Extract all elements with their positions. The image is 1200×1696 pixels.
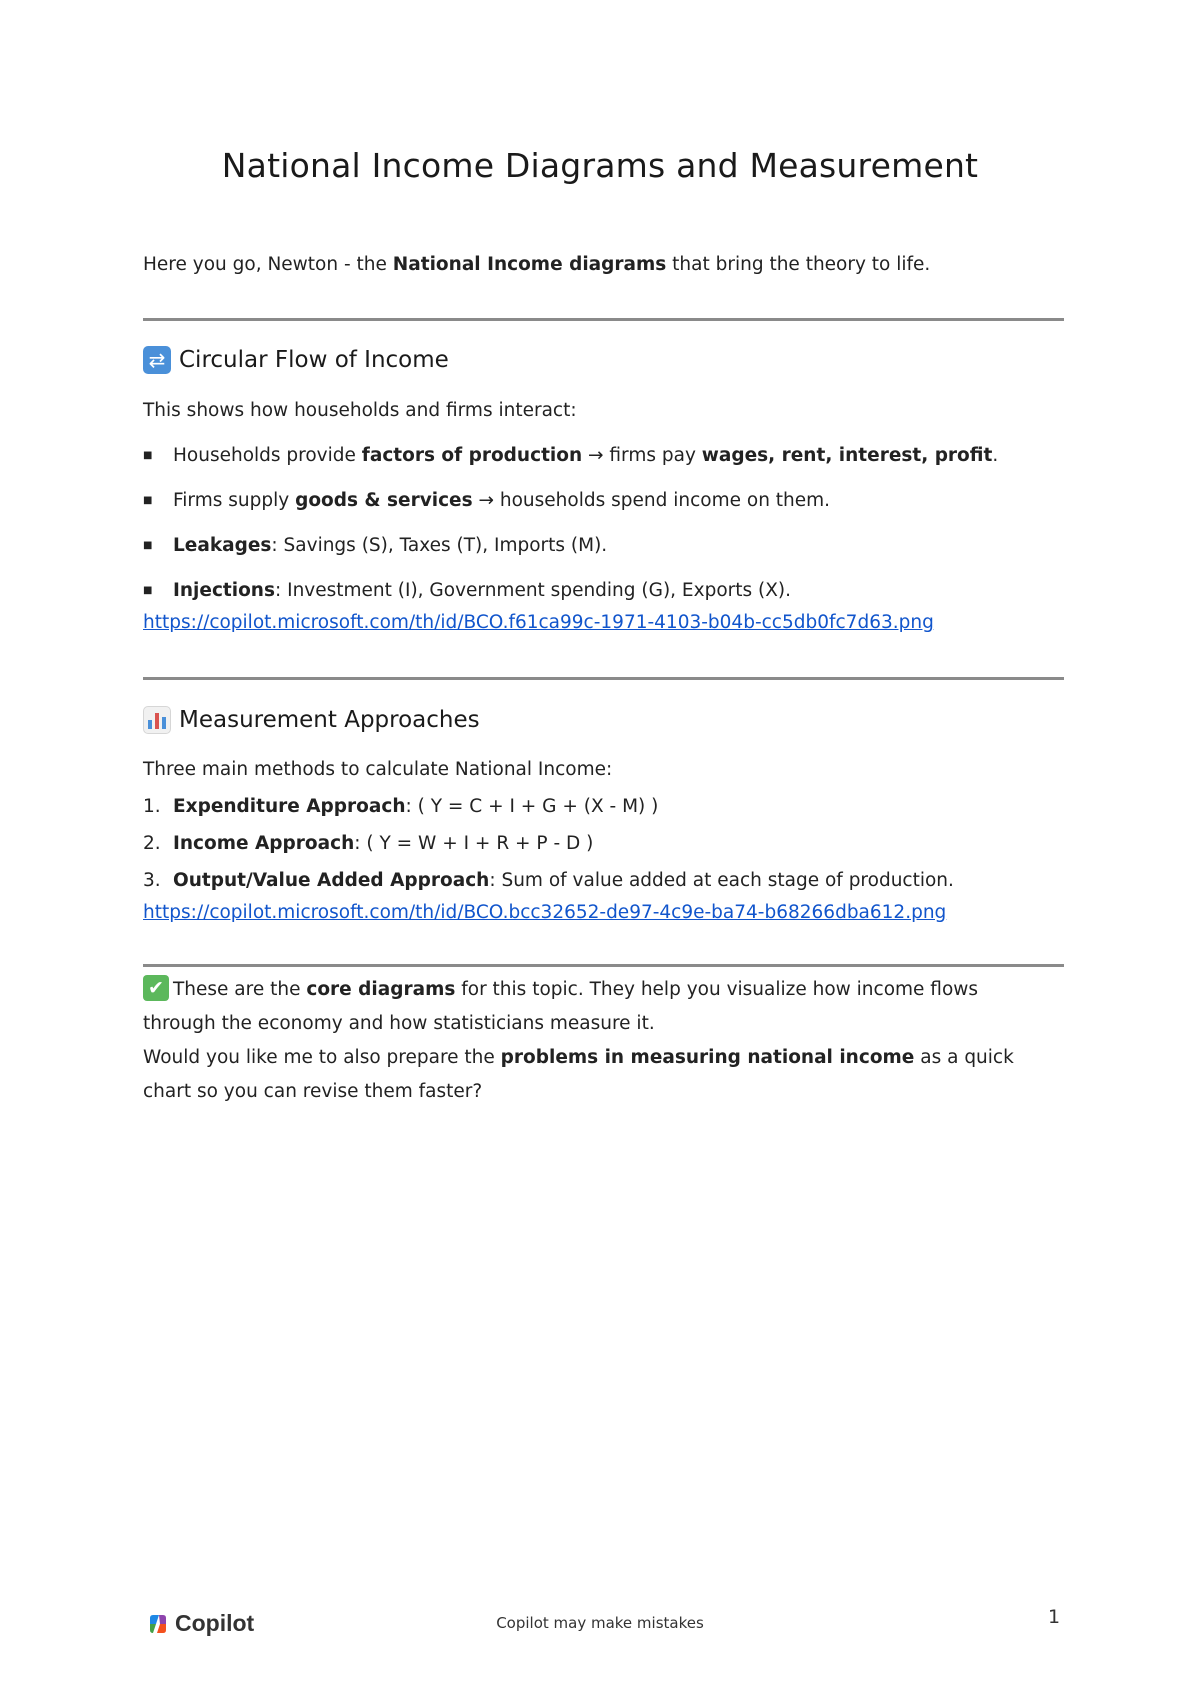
bullet-marker: ■ <box>143 540 153 551</box>
list-item: 2. Income Approach: ( Y = W + I + R + P - D ) <box>143 833 594 854</box>
section-heading-circular-flow: ⇄ Circular Flow of Income <box>143 346 449 374</box>
divider <box>143 964 1064 967</box>
section-heading-measurement: Measurement Approaches <box>143 706 480 734</box>
section1-lead: This shows how households and firms interact: <box>143 400 577 421</box>
measurement-diagram-link[interactable]: https://copilot.microsoft.com/th/id/BCO.bcc32652-de97-4c9e-ba74-b68266dba612.png <box>143 902 947 923</box>
counterclockwise-arrows-icon <box>143 346 171 374</box>
bullet-marker: ■ <box>143 450 153 461</box>
bullet-marker: ■ <box>143 585 153 596</box>
closing-line-4: chart so you can revise them faster? <box>143 1081 483 1102</box>
document-title: National Income Diagrams and Measurement <box>221 146 979 185</box>
list-item: 1. Expenditure Approach: ( Y = C + I + G + (X - M) ) <box>143 796 659 817</box>
divider <box>143 318 1064 321</box>
list-item: ■ Households provide factors of production → firms pay wages, rent, interest, profit. <box>143 443 998 469</box>
page-number: 1 <box>1048 1606 1061 1628</box>
copilot-logo: Copilot <box>146 1610 254 1637</box>
footer-disclaimer: Copilot may make mistakes <box>496 1614 704 1632</box>
closing-line-2: through the economy and how statisticians measure it. <box>143 1013 655 1034</box>
divider <box>143 677 1064 680</box>
closing-line-1: ✔These are the core diagrams for this topic. They help you visualize how income flows <box>143 975 978 1003</box>
circular-flow-diagram-link[interactable]: https://copilot.microsoft.com/th/id/BCO.f61ca99c-1971-4103-b04b-cc5db0fc7d63.png <box>143 612 934 633</box>
section2-lead: Three main methods to calculate National Income: <box>143 759 613 780</box>
intro-paragraph: Here you go, Newton - the National Income diagrams that bring the theory to life. <box>143 254 931 275</box>
list-item: ■ Firms supply goods & services → households spend income on them. <box>143 488 830 514</box>
list-item: ■ Leakages: Savings (S), Taxes (T), Imports (M). <box>143 533 607 559</box>
check-mark-button-icon <box>143 975 169 1001</box>
list-item: ■ Injections: Investment (I), Government spending (G), Exports (X). <box>143 578 791 604</box>
list-item: 3. Output/Value Added Approach: Sum of value added at each stage of production. <box>143 870 954 891</box>
closing-line-3: Would you like me to also prepare the problems in measuring national income as a quick <box>143 1047 1014 1068</box>
bar-chart-icon <box>143 706 171 734</box>
bullet-marker: ■ <box>143 495 153 506</box>
